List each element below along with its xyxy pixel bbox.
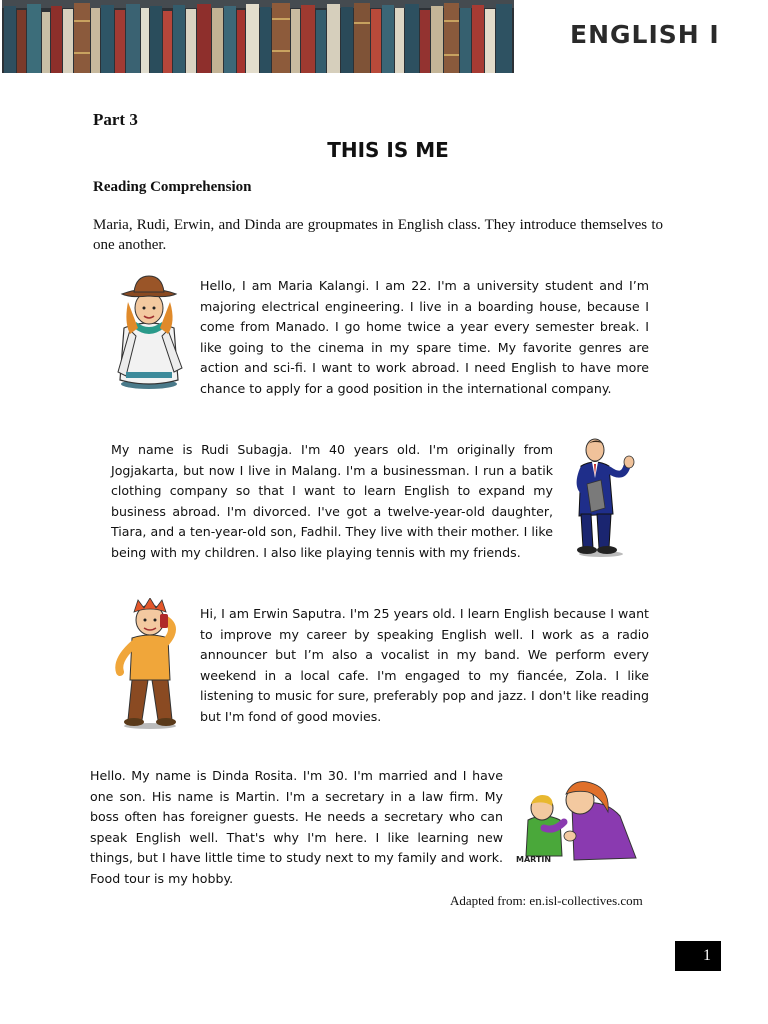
man-on-phone-illustration: [106, 598, 190, 730]
woman-cowboy-hat-illustration: [104, 272, 190, 396]
course-title: ENGLISH I: [570, 20, 720, 49]
erwin-paragraph: Hi, I am Erwin Saputra. I'm 25 years old. I learn English because I want to improve my career by speaking English well. I work as a radio announcer but I’m also a vocalist in my band. We perform every weekend in a local cafe. I'm engaged to my fiancée, Zola. I like listening to music for sure, preferably pop and jazz. I don't like reading but I'm fond of good movies.: [200, 606, 649, 724]
rudi-paragraph: My name is Rudi Subagja. I'm 40 years old. I'm originally from Jogjakarta, but now I live in Malang. I'm a businessman. I run a batik clothing company so that I want to learn English to expand my business abroad. I'm divorced. I've got a twelve-year-old daughter, Tiara, and a ten-year-old son, Fadhil. They live with their mother. I like being with my children. I also like playing tennis with my friends.: [111, 442, 553, 560]
businessman-illustration: [565, 436, 645, 560]
maria-paragraph: Hello, I am Maria Kalangi. I am 22. I'm a university student and I’m majoring electrical engineering. I live in a boarding house, because I come from Manado. I go home twice a year every semester break. I like going to the cinema in my spare time. My favorite genres are action and sci-fi. I want to work abroad. I need English to have more chance to apply for a good position in the international company.: [200, 278, 649, 396]
part-label: Part 3: [93, 110, 138, 129]
section-heading: Reading Comprehension: [93, 179, 252, 195]
dinda-paragraph: Hello. My name is Dinda Rosita. I'm 30. I'm married and I have one son. His name is Martin. I'm a secretary in a law firm. My boss often has foreigner guests. He needs a secretary who can speak English well. That's why I'm here. I like learning new things, but I have little time to study next to my family and work. Food tour is my hobby.: [90, 768, 503, 886]
mother-and-son-illustration: [514, 776, 640, 866]
bookshelf-illustration: [2, 0, 514, 73]
intro-paragraph: Maria, Rudi, Erwin, and Dinda are groupmates in English class. They introduce themselves to one another.: [93, 217, 663, 253]
source-credit: Adapted from: en.isl-collectives.com: [450, 893, 643, 908]
page-title: THIS IS ME: [327, 138, 449, 162]
page-number: 1: [675, 941, 721, 971]
books-banner: [2, 0, 514, 73]
martin-caption: MARTIN: [516, 855, 552, 864]
